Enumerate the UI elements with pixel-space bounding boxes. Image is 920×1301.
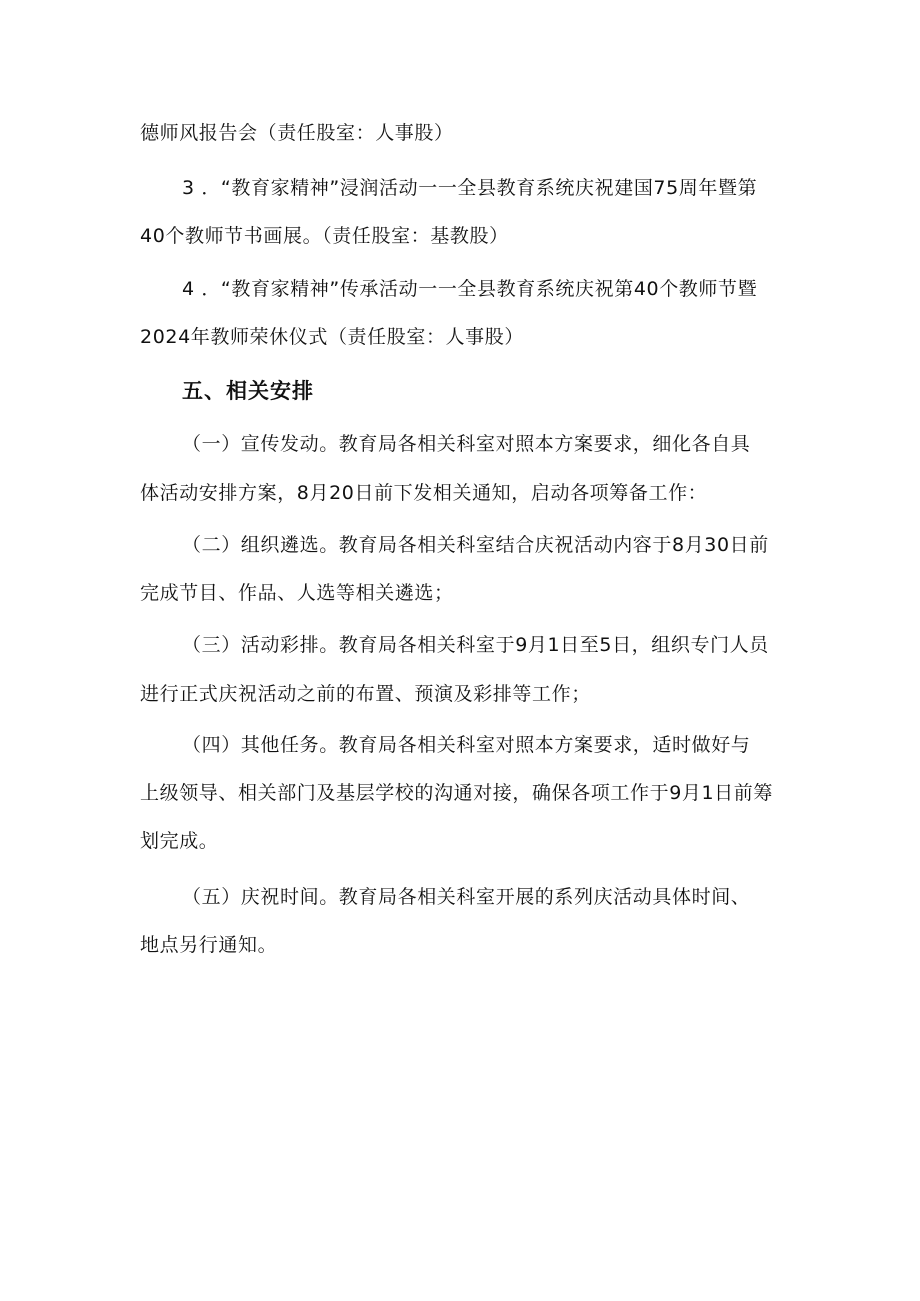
paragraph-4-line-1: （四）其他任务。教育局各相关科室对照本方案要求，适时做好与 xyxy=(182,734,751,756)
paragraph-1-line-2: 体活动安排方案，8月20日前下发相关通知，启动各项筹备工作： xyxy=(140,482,708,504)
paragraph-1-line-1: （一）宣传发动。教育局各相关科室对照本方案要求，细化各自具 xyxy=(182,433,751,455)
paragraph-5-line-2: 地点另行通知。 xyxy=(140,934,278,956)
paragraph-2-line-2: 完成节目、作品、人选等相关遴选； xyxy=(140,582,454,604)
paragraph-2-line-1: （二）组织遴选。教育局各相关科室结合庆祝活动内容于8月30日前 xyxy=(182,534,769,556)
paragraph-3-line-2: 进行正式庆祝活动之前的布置、预演及彩排等工作； xyxy=(140,683,591,705)
list-item-4-line-1: 4 ．“教育家精神”传承活动一一全县教育系统庆祝第40个教师节暨 xyxy=(182,278,758,300)
section-heading: 五、相关安排 xyxy=(182,379,314,403)
list-item-3-line-1: 3 ．“教育家精神”浸润活动一一全县教育系统庆祝建国75周年暨第 xyxy=(182,177,758,199)
paragraph-4-line-3: 划完成。 xyxy=(140,830,219,852)
paragraph-line: 德师风报告会（责任股室：人事股） xyxy=(140,122,454,144)
paragraph-5-line-1: （五）庆祝时间。教育局各相关科室开展的系列庆活动具体时间、 xyxy=(182,886,751,908)
list-item-4-line-2: 2024年教师荣休仪式（责任股室：人事股） xyxy=(140,326,524,348)
paragraph-3-line-1: （三）活动彩排。教育局各相关科室于9月1日至5日，组织专门人员 xyxy=(182,634,769,656)
paragraph-4-line-2: 上级领导、相关部门及基层学校的沟通对接，确保各项工作于9月1日前筹 xyxy=(140,782,773,804)
list-item-3-line-2: 40个教师节书画展。（责任股室：基教股） xyxy=(140,225,509,247)
